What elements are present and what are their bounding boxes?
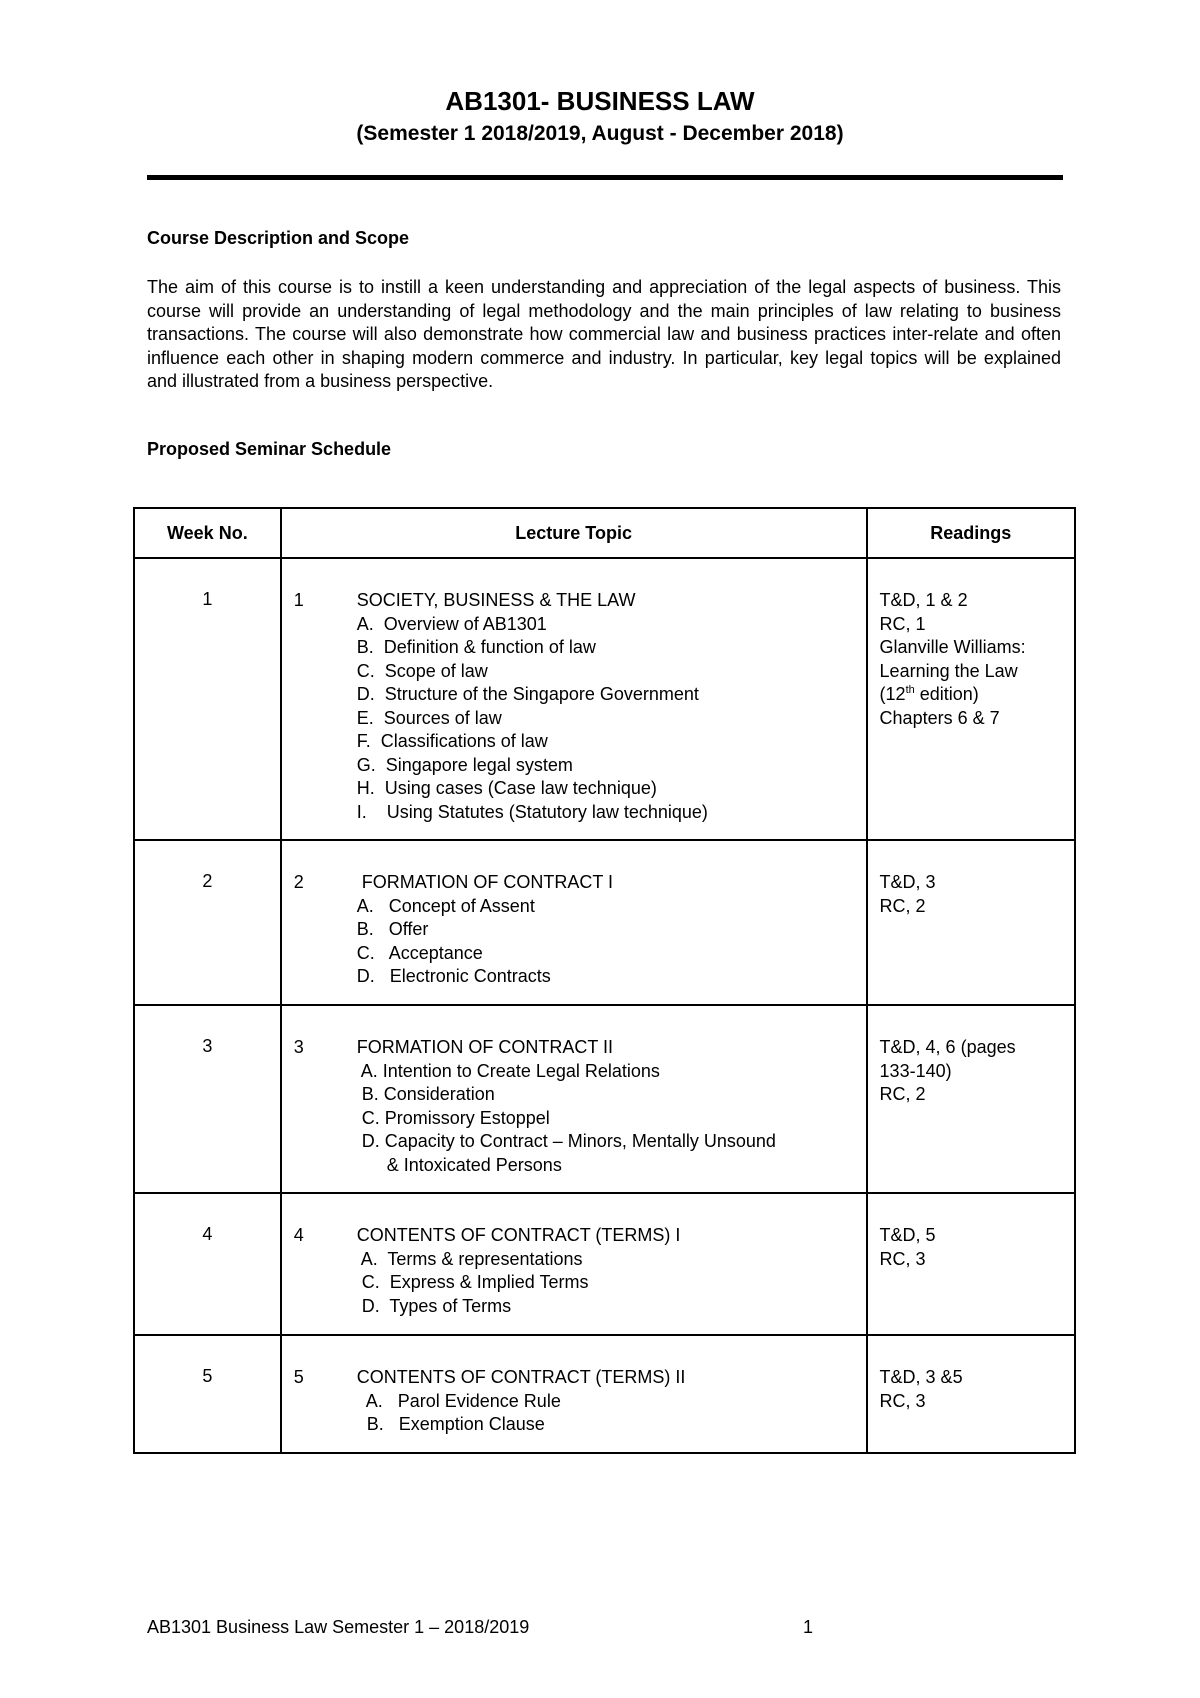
topic-body: [357, 1224, 866, 1318]
lecture-topic-cell: [281, 558, 867, 840]
lecture-topic-cell: [281, 1005, 867, 1193]
column-header-readings: Readings: [867, 508, 1075, 558]
lecture-topic-cell: [281, 840, 867, 1005]
topic-item: A. Concept of Assent: [356, 895, 535, 916]
topic-body: [357, 589, 866, 824]
table-row: [134, 1005, 1075, 1193]
edition-suffix: edition): [914, 684, 979, 704]
topic-item: G. Singapore legal system: [356, 754, 573, 775]
edition-prefix: (12: [879, 684, 906, 704]
topic-item: B. Exemption Clause: [356, 1414, 545, 1434]
course-description-heading: Course Description and Scope: [147, 228, 410, 248]
week-number: 2: [134, 840, 281, 1005]
readings-cell: [867, 558, 1075, 840]
week-number: 4: [134, 1193, 281, 1335]
table-row: [134, 1193, 1075, 1335]
topic-item: D. Electronic Contracts: [356, 966, 551, 986]
table-row: [134, 558, 1075, 840]
document-subtitle: (Semester 1 2018/2019, August - December 2018): [356, 122, 844, 145]
topic-item: H. Using cases (Case law technique): [356, 778, 657, 798]
lecture-topic-cell: [281, 1193, 867, 1335]
topic-item: B. Offer: [356, 919, 429, 939]
topic-item: B. Consideration: [356, 1084, 495, 1104]
footer-course-label: AB1301 Business Law Semester 1 – 2018/2019: [147, 1617, 530, 1637]
topic-item: A. Overview of AB1301: [356, 613, 547, 634]
topic-item: D. Types of Terms: [356, 1295, 512, 1316]
reading-line: T&D, 3: [879, 872, 936, 892]
topic-title: FORMATION OF CONTRACT I: [356, 872, 614, 892]
reading-line-edition: [880, 683, 1074, 707]
column-header-week: Week No.: [134, 508, 281, 558]
lecture-number: 1: [293, 590, 304, 610]
lecture-number: 4: [293, 1225, 304, 1245]
topic-item: D. Structure of the Singapore Government: [356, 684, 699, 704]
footer-page-number: 1: [803, 1617, 814, 1637]
readings-cell: [867, 1193, 1075, 1335]
topic-body: [357, 871, 866, 989]
topic-body: [357, 1366, 866, 1437]
table-row: [134, 840, 1075, 1005]
reading-line: RC, 2: [879, 1084, 926, 1104]
topic-title: FORMATION OF CONTRACT II: [356, 1037, 614, 1057]
topic-item: F. Classifications of law: [356, 731, 548, 751]
topic-item: E. Sources of law: [356, 707, 502, 728]
topic-item: A. Terms & representations: [356, 1248, 583, 1269]
reading-line: Glanville Williams:: [879, 637, 1026, 657]
topic-item: A. Intention to Create Legal Relations: [356, 1060, 660, 1081]
lecture-number: 5: [293, 1367, 304, 1387]
column-header-topic: Lecture Topic: [281, 508, 867, 558]
topic-title: CONTENTS OF CONTRACT (TERMS) I: [356, 1225, 681, 1245]
lecture-number: 3: [293, 1037, 304, 1057]
reading-line: RC, 3: [879, 1248, 926, 1269]
reading-line: T&D, 5: [879, 1225, 936, 1245]
reading-line: T&D, 3 &5: [879, 1367, 963, 1387]
reading-line: T&D, 4, 6 (pages: [879, 1037, 1016, 1057]
readings-cell: [867, 1335, 1075, 1453]
title-divider: [147, 175, 1063, 180]
topic-title: CONTENTS OF CONTRACT (TERMS) II: [356, 1367, 686, 1387]
reading-line: T&D, 1 & 2: [879, 590, 968, 610]
reading-line: Chapters 6 & 7: [879, 707, 1000, 728]
topic-body: [357, 1036, 866, 1177]
seminar-schedule-table: [133, 507, 1076, 1454]
document-title: AB1301- BUSINESS LAW: [445, 86, 755, 116]
reading-line: RC, 1: [879, 613, 926, 634]
topic-item: & Intoxicated Persons: [356, 1154, 562, 1175]
topic-item: D. Capacity to Contract – Minors, Mentally Unsound: [356, 1131, 776, 1151]
topic-item: I. Using Statutes (Statutory law technique): [356, 801, 708, 822]
table-row: [134, 1335, 1075, 1453]
topic-item: A. Parol Evidence Rule: [356, 1390, 561, 1411]
topic-item: C. Acceptance: [356, 942, 483, 963]
edition-superscript: th: [905, 684, 915, 696]
reading-line: 133-140): [879, 1060, 952, 1081]
lecture-topic-cell: [281, 1335, 867, 1453]
reading-line: RC, 3: [879, 1390, 926, 1411]
reading-line: Learning the Law: [879, 660, 1018, 681]
lecture-number: 2: [293, 872, 304, 892]
reading-line: RC, 2: [879, 895, 926, 916]
topic-item: B. Definition & function of law: [356, 637, 596, 657]
seminar-schedule-heading: Proposed Seminar Schedule: [147, 439, 392, 459]
table-header-row: [134, 508, 1075, 558]
week-number: 5: [134, 1335, 281, 1453]
readings-cell: [867, 1005, 1075, 1193]
week-number: 1: [134, 558, 281, 840]
topic-title: SOCIETY, BUSINESS & THE LAW: [356, 590, 636, 610]
topic-item: C. Scope of law: [356, 660, 488, 681]
topic-item: C. Promissory Estoppel: [356, 1107, 550, 1128]
readings-cell: [867, 840, 1075, 1005]
course-description-text: The aim of this course is to instill a keen understanding and appreciation of the legal aspects of business. This course will provide an understanding of legal methodology and the main principles of law relating to business transactions. The course will also demonstrate how commercial law and business practices inter-relate and often influence each other in shaping modern commerce and industry. In particular, key legal topics will be explained and illustrated from a business perspective.: [147, 277, 1061, 391]
week-number: 3: [134, 1005, 281, 1193]
topic-item: C. Express & Implied Terms: [356, 1272, 589, 1292]
